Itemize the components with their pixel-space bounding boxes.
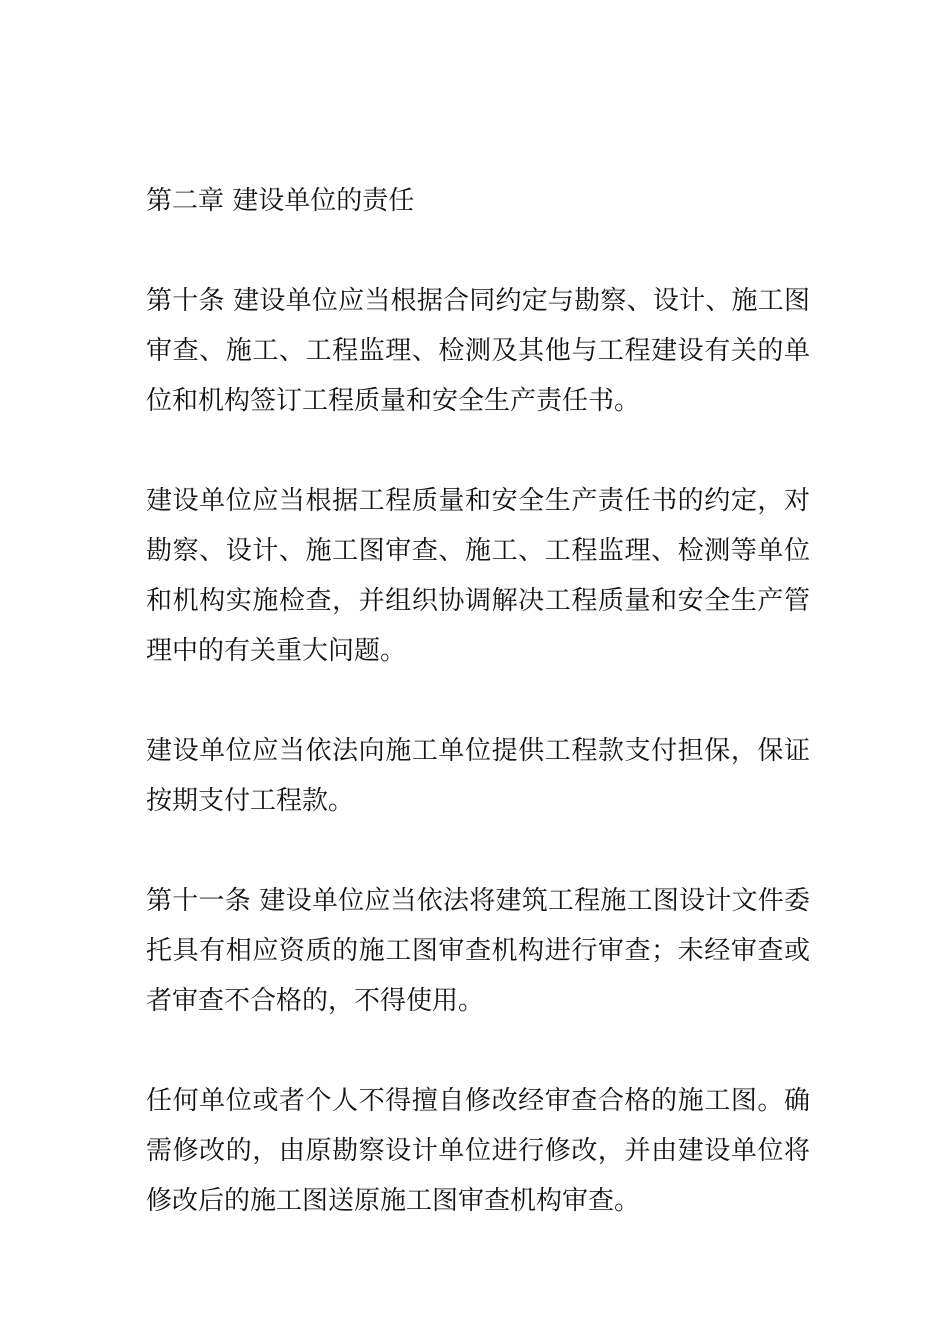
article-11-paragraph: 第十一条 建设单位应当依法将建筑工程施工图设计文件委托具有相应资质的施工图审查机构进行审查；未经审查或者审查不合格的，不得使用。 (146, 886, 810, 1016)
inspection-paragraph: 建设单位应当根据工程质量和安全生产责任书的约定，对勘察、设计、施工图审查、施工、工程监理、检测等单位和机构实施检查，并组织协调解决工程质量和安全生产管理中的有关重大问题。 (146, 486, 810, 666)
payment-guarantee-paragraph: 建设单位应当依法向施工单位提供工程款支付担保，保证按期支付工程款。 (146, 736, 810, 816)
drawing-modification-paragraph: 任何单位或者个人不得擅自修改经审查合格的施工图。确需修改的，由原勘察设计单位进行修改，并由建设单位将修改后的施工图送原施工图审查机构审查。 (146, 1086, 810, 1216)
article-10-paragraph: 第十条 建设单位应当根据合同约定与勘察、设计、施工图审查、施工、工程监理、检测及其他与工程建设有关的单位和机构签订工程质量和安全生产责任书。 (146, 286, 810, 416)
chapter-heading: 第二章 建设单位的责任 (146, 186, 415, 216)
document-body (146, 176, 810, 1276)
